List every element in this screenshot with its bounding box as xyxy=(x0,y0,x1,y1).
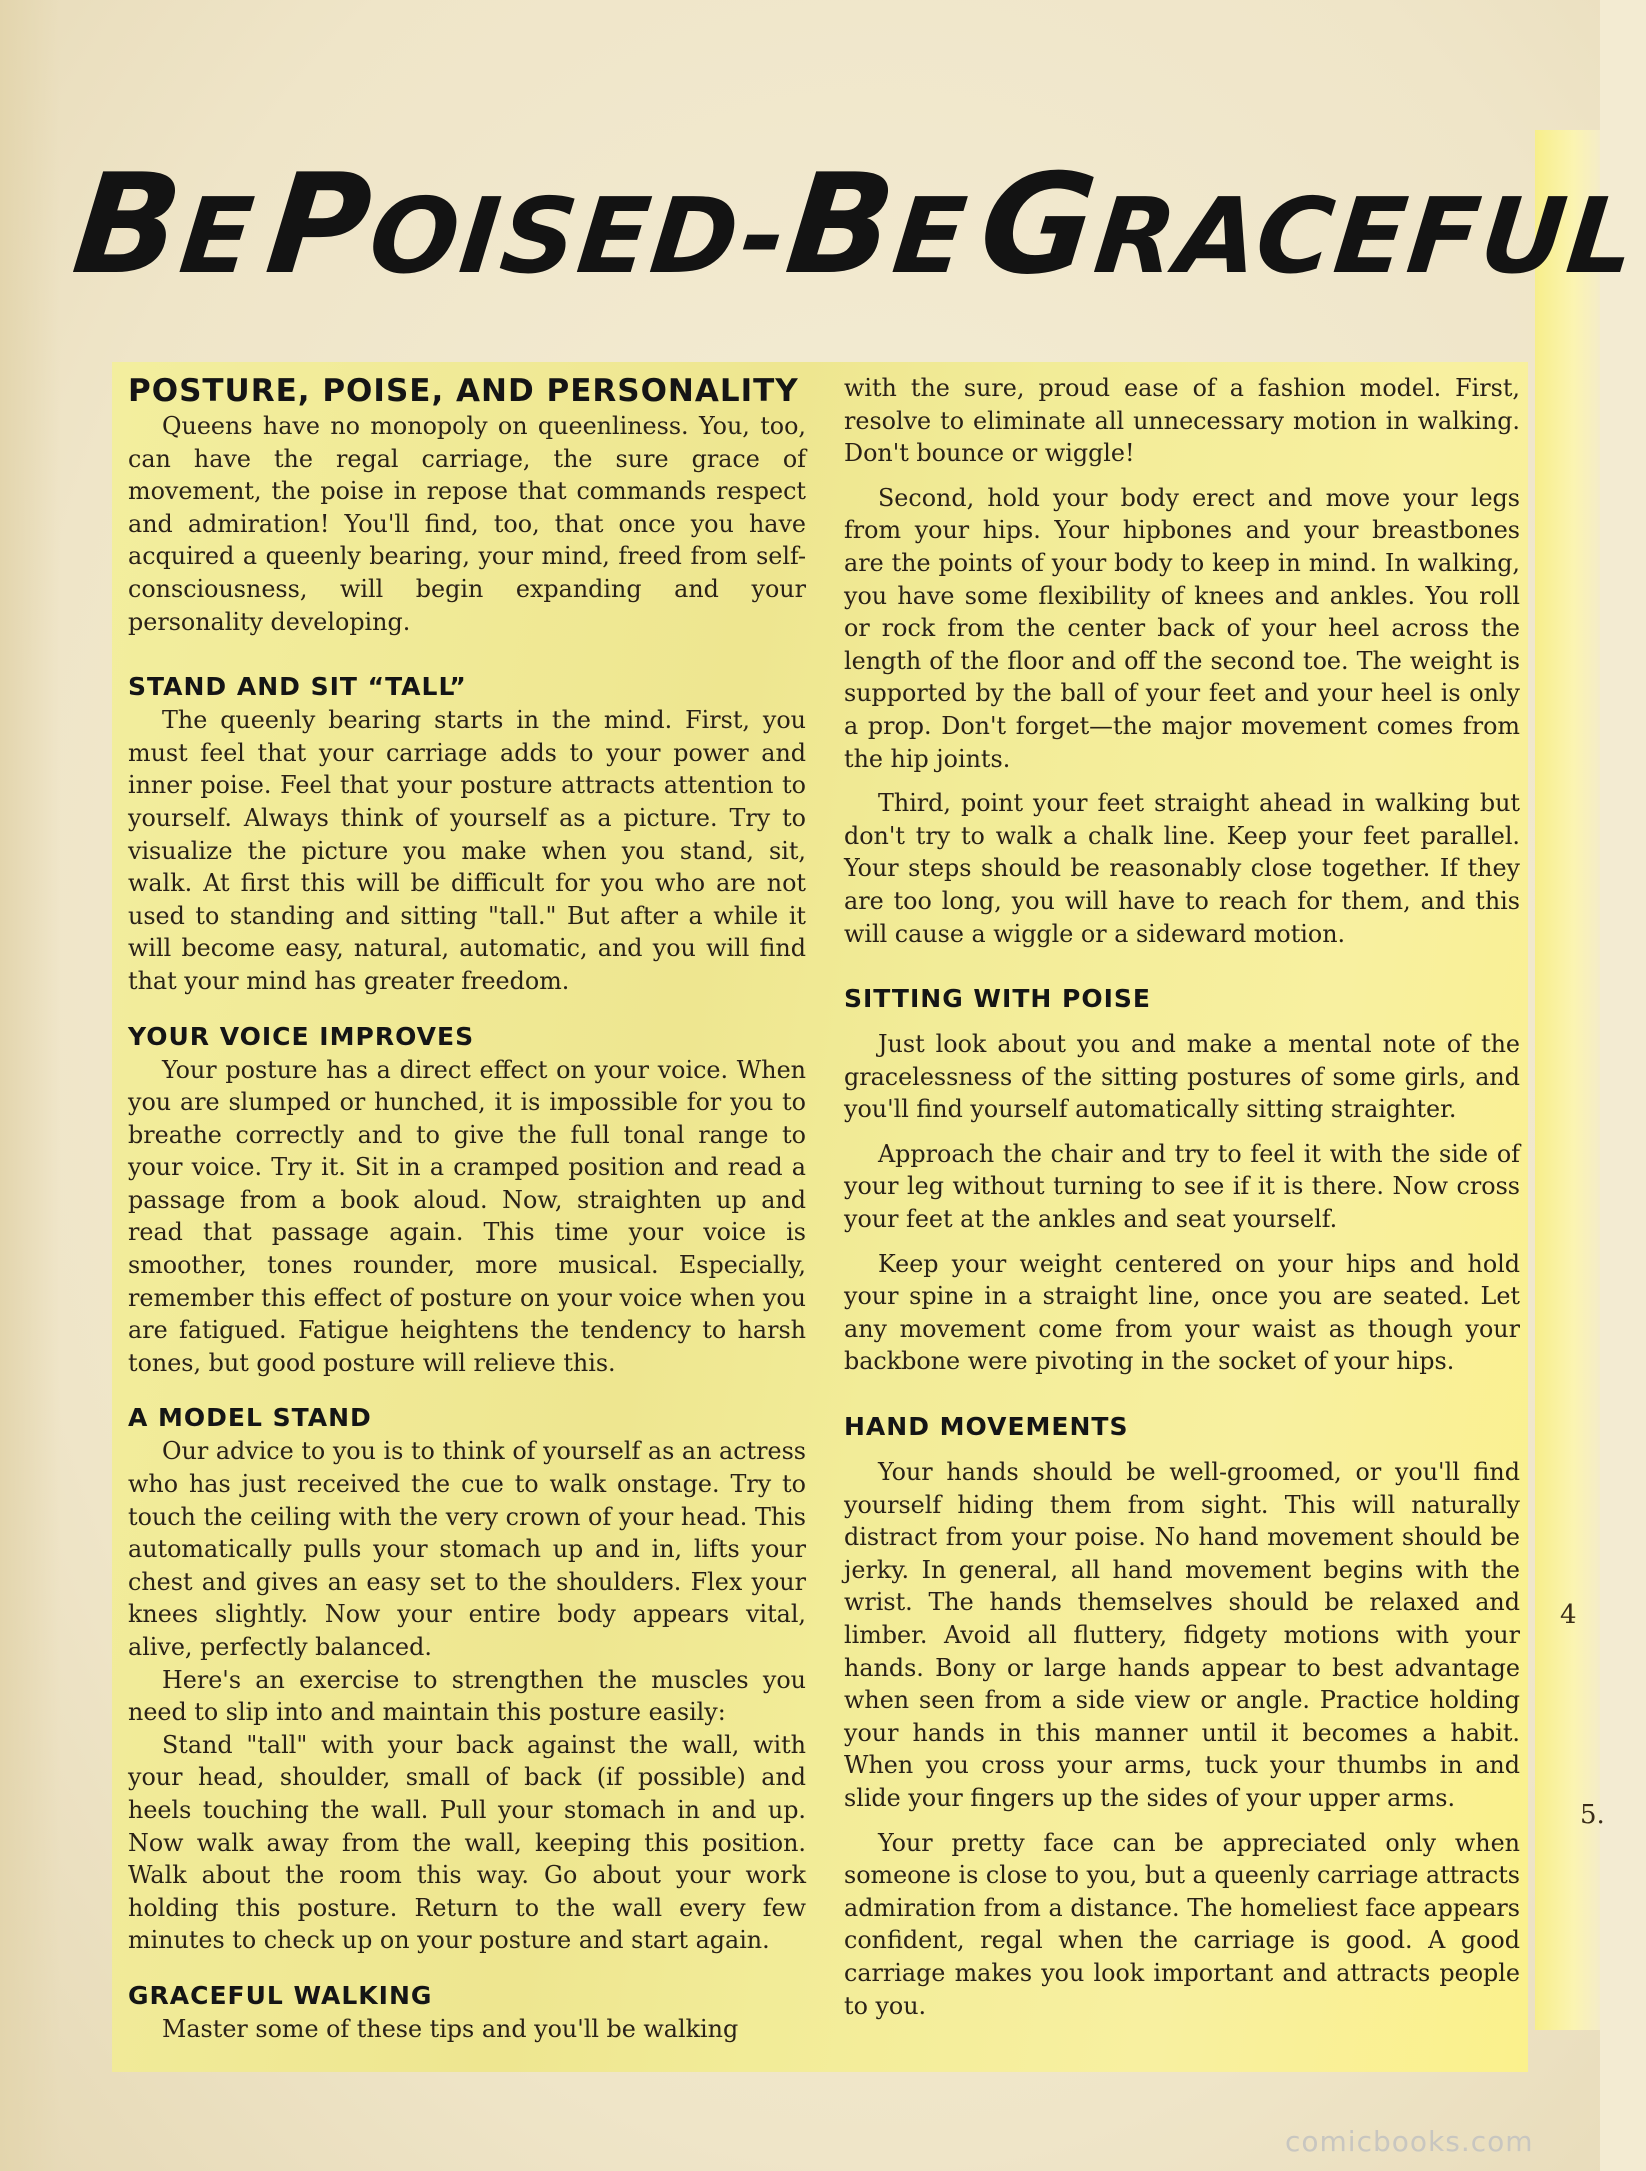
paragraph: Here's an exercise to strengthen the muscles you need to slip into and maintain this posture easily: xyxy=(128,1665,806,1727)
paragraph: Master some of these tips and you'll be walking xyxy=(162,2014,739,2043)
watermark-text: comicbooks.com xyxy=(1285,2125,1534,2158)
paragraph: Your hands should be well-groomed, or you'll find yourself hiding them from sight. This will naturally distract from your poise. No hand movement should be jerky. In general, all hand movement begins with the wrist. The hands themselves should be relaxed and limber. Avoid all fluttery, fidgety motions with your hands. Bony or large hands appear to best advantage when seen from a side view or angle. Practice holding your hands in this manner until it becomes a habit. When you cross your arms, tuck your thumbs in and slide your fingers up the sides of your upper arms. xyxy=(844,1458,1520,1812)
title-text: OISED xyxy=(363,175,749,297)
title-text: RACEFUL xyxy=(1089,175,1643,297)
paragraph: Queens have no monopoly on queenliness. You, too, can have the regal carriage, the sure grace of movement, the poise in repose that commands respect and admiration! You'll find, too, that once you have acquired a queenly bearing, your mind, freed from self-consciousness, will begin expanding and your personality developing. xyxy=(128,412,806,636)
paragraph: Our advice to you is to think of yourself as an actress who has just received the cue to walk onstage. Try to touch the ceiling with the very crown of your head. This automatically pulls your stomach up and in, lifts your chest and gives an easy set to the shoulders. Flex your knees slightly. Now your entire body appears vital, alive, perfectly balanced. xyxy=(128,1437,806,1661)
paragraph: The queenly bearing starts in the mind. First, you must feel that your carriage adds to your power and inner poise. Feel that your posture attracts attention to yourself. Always think of yourself as a picture. Try to visualize the picture you make when you stand, sit, walk. At first this will be difficult for you who are not used to standing and sitting "tall." But after a while it will become easy, natural, automatic, and you will find that your mind has greater freedom. xyxy=(128,706,806,995)
edge-mark: 4 xyxy=(1560,1600,1577,1630)
section-heading-sitting: SITTING WITH POISE xyxy=(844,984,1151,1014)
paragraph: with the sure, proud ease of a fashion model. First, resolve to eliminate all unnecessary motion in walking. Don't bounce or wiggle! xyxy=(844,374,1520,468)
paragraph: Your pretty face can be appreciated only when someone is close to you, but a queenly carriage attracts admiration from a distance. The homeliest face appears confident, regal when the carriage is good. A good carriage makes you look important and attracts people to you. xyxy=(844,1828,1520,2020)
section-heading-posture: POSTURE, POISE, AND PERSONALITY xyxy=(128,373,799,409)
paragraph: Your posture has a direct effect on your voice. When you are slumped or hunched, it is impossible for you to breathe correctly and to give the full tonal range to your voice. Try it. Sit in a cramped position and read a passage from a book aloud. Now, straighten up and read that passage again. This time your voice is smoother, tones rounder, more musical. Especially, remember this effect of posture on your voice when you are fatigued. Fatigue heightens the tendency to harsh tones, but good posture will relieve this. xyxy=(128,1055,806,1377)
title-initial: B xyxy=(66,144,191,305)
edge-mark: 5. xyxy=(1580,1800,1605,1830)
title-initial: P xyxy=(259,144,381,305)
paragraph: Stand "tall" with your back against the wall, with your head, shoulder, small of back (if possible) and heels touching the wall. Pull your stomach in and up. Now walk away from the wall, keeping this position. Walk about the room this way. Go about your work holding this posture. Return to the wall every few minutes to check up on your posture and start again. xyxy=(128,1730,806,1955)
right-column xyxy=(844,372,1520,2022)
paragraph: Keep your weight centered on your hips and hold your spine in a straight line, once you are seated. Let any movement come from your waist as though your backbone were pivoting in the socket of your hips. xyxy=(844,1249,1520,1376)
section-heading-hands: HAND MOVEMENTS xyxy=(844,1412,1129,1442)
paper-edge-stain xyxy=(0,0,60,2171)
section-heading-stand-tall: STAND AND SIT “TALL” xyxy=(128,672,467,702)
paragraph: Third, point your feet straight ahead in walking but don't try to walk a chalk line. Keep your feet parallel. Your steps should be reasonably close together. If they are too long, you will have to reach for them, and this will cause a wiggle or a sideward motion. xyxy=(844,789,1520,948)
title-initial: B xyxy=(779,144,904,305)
adjacent-page-strip xyxy=(1535,130,1605,2030)
page-title xyxy=(66,144,1643,305)
section-heading-walking: GRACEFUL WALKING xyxy=(128,1980,433,2010)
section-heading-voice: YOUR VOICE IMPROVES xyxy=(128,1021,475,1051)
title-dash: - xyxy=(735,175,794,297)
title-initial: G xyxy=(972,144,1106,305)
left-column xyxy=(128,372,806,2046)
section-heading-model-stand: A MODEL STAND xyxy=(128,1403,372,1433)
paragraph: Second, hold your body erect and move your legs from your hips. Your hipbones and your breastbones are the points of your body to keep in mind. In walking, you have some flexibility of knees and ankles. You roll or rock from the center back of your heel across the length of the floor and off the second toe. The weight is supported by the ball of your feet and your heel is only a prop. Don't forget—the major movement comes from the hip joints. xyxy=(844,483,1520,773)
title-text: E xyxy=(887,175,974,297)
title-text: E xyxy=(174,175,261,297)
paragraph: Just look about you and make a mental note of the gracelessness of the sitting postures of some girls, and you'll find yourself automatically sitting straighter. xyxy=(844,1030,1520,1124)
paragraph: Approach the chair and try to feel it with the side of your leg without turning to see if it is there. Now cross your feet at the ankles and seat yourself. xyxy=(844,1139,1520,1234)
